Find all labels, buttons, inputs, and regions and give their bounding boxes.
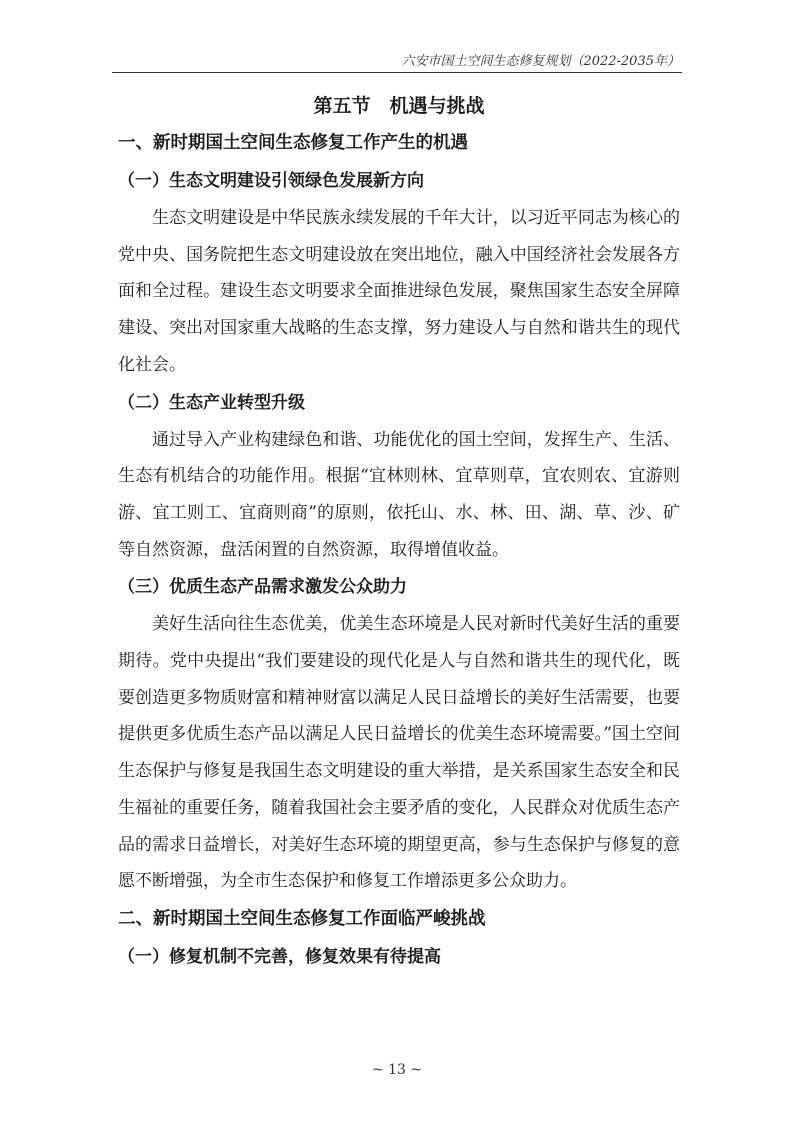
subheading-repair-mechanism: （一）修复机制不完善，修复效果有待提高 <box>118 946 441 967</box>
subheading-public-support: （三）优质生态产品需求激发公众助力 <box>118 577 407 598</box>
heading-opportunities: 一、新时期国土空间生态修复工作产生的机遇 <box>118 133 468 153</box>
paragraph-industry-transformation: 通过导入产业构建绿色和谐、功能优化的国土空间，发挥生产、生活、生态有机结合的功能作用。根据“宜林则林、宜草则草，宜农则农、宜游则游、宜工则工、宜商则商”的原则，依托山、水、林、田、湖、草、沙、矿等自然资源，盘活闲置的自然资源，取得增值收益。 <box>118 429 680 560</box>
running-header: 六安市国土空间生态修复规划（2022-2035年） <box>401 54 680 69</box>
heading-challenges: 二、新时期国土空间生态修复工作面临严峻挑战 <box>118 908 486 929</box>
paragraph-ecological-civilization: 生态文明建设是中华民族永续发展的千年大计，以习近平同志为核心的党中央、国务院把生态文明建设放在突出地位，融入中国经济社会发展各方面和全过程。建设生态文明要求全面推进绿色发展，聚焦国家生态安全屏障建设、突出对国家重大战略的生态支撑，努力建设人与自然和谐共生的现代化社会。 <box>118 208 680 375</box>
subheading-industry-transformation: （二）生态产业转型升级 <box>118 392 305 413</box>
section-title: 第五节 机遇与挑战 <box>313 95 485 117</box>
subheading-ecological-civilization: （一）生态文明建设引领绿色发展新方向 <box>118 171 424 191</box>
page-content <box>118 92 680 976</box>
page-number: ~ 13 ~ <box>371 1062 423 1078</box>
header-divider <box>112 72 682 73</box>
paragraph-public-support: 美好生活向往生态优美，优美生态环境是人民对新时代美好生活的重要期待。党中央提出“我们要建设的现代化是人与自然和谐共生的现代化，既要创造更多物质财富和精神财富以满足人民日益增长的美好生活需要，也要提供更多优质生态产品以满足人民日益增长的优美生态环境需要。”国土空间生态保护与修复是我国生态文明建设的重大举措，是关系国家生态安全和民生福祉的重要任务，随着我国社会主要矛盾的变化，人民群众对优质生态产品的需求日益增长，对美好生态环境的期望更高，参与生态保护与修复的意愿不断增强，为全市生态保护和修复工作增添更多公众助力。 <box>118 614 680 892</box>
